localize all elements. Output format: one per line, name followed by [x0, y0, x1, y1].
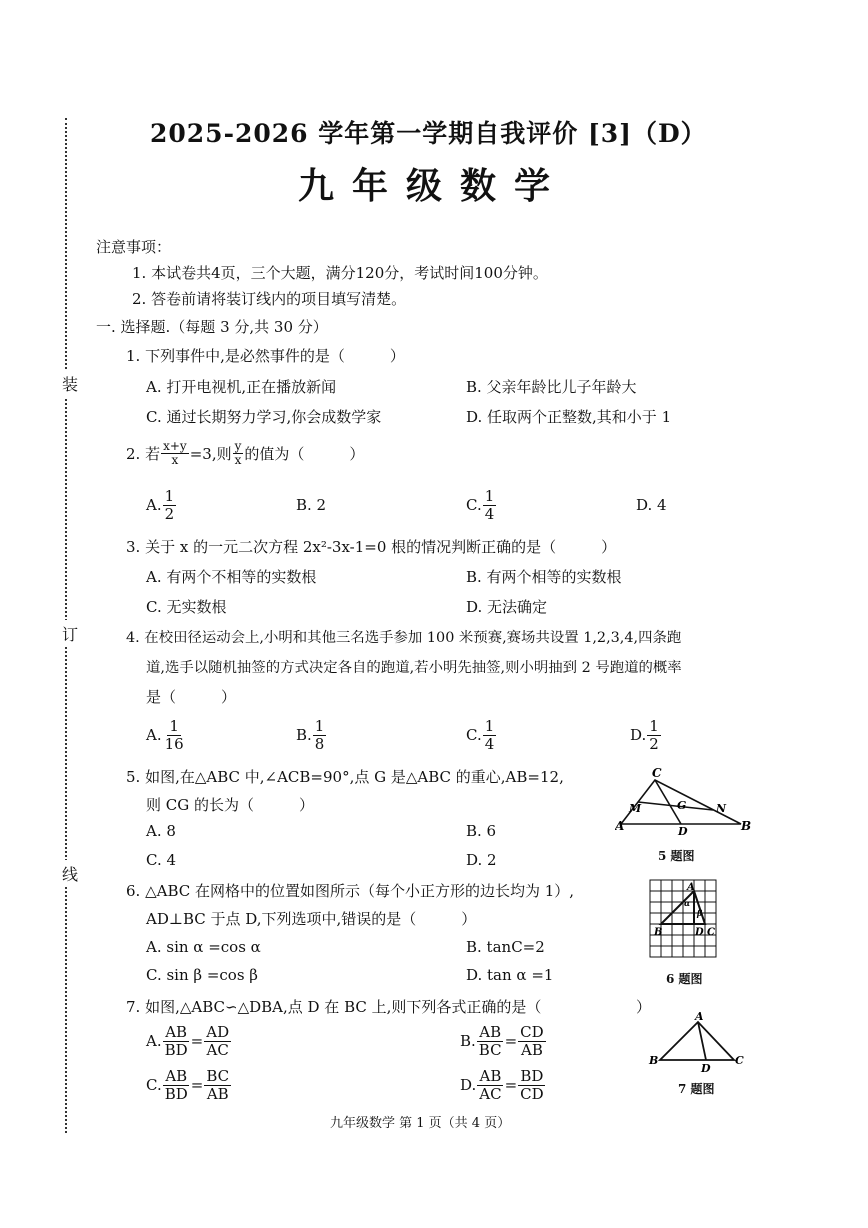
option-fraction: [163, 718, 186, 752]
question-5-line-1: 5. 如图,在△ABC 中,∠ACB=90°,点 G 是△ABC 的重心,AB=12,: [126, 768, 564, 786]
question-5-option-a: A. 8: [146, 822, 176, 840]
question-3-option-a: A. 有两个不相等的实数根: [146, 568, 317, 586]
question-7-option-b: B. $\frac{AB}{BC}$ = $\frac{CD}{AB}$: [460, 1023, 544, 1059]
frac-den: 16: [164, 734, 184, 753]
exam-title: 2025-2026 学年第一学期自我评价 [3]（D）: [150, 119, 707, 148]
frac-den: BC: [478, 1040, 502, 1059]
question-6-figure-grid: [648, 878, 720, 960]
question-2-suffix: 的值为（ ）: [244, 445, 365, 464]
frac-num: AD: [206, 1023, 230, 1041]
frac-den: CD: [520, 1084, 544, 1103]
frac-num: y: [234, 439, 242, 453]
fig5-label-b: B: [741, 819, 752, 833]
option-fraction: [483, 718, 497, 752]
fig6-label-d: D: [695, 927, 704, 938]
frac-num: AB: [479, 1067, 502, 1085]
question-4-option-a: [146, 718, 187, 752]
question-4-option-c: [466, 718, 497, 752]
option-label: C.: [466, 496, 482, 514]
fig5-label-n: N: [716, 802, 727, 815]
question-2-prefix: 2. 若: [126, 445, 161, 464]
frac-den: x: [234, 453, 242, 468]
question-6-line-1: 6. △ABC 在网格中的位置如图所示（每个小正方形的边长均为 1）,: [126, 882, 575, 900]
option-fraction-right: [518, 1024, 546, 1058]
question-4-line-3: 是（ ）: [146, 688, 237, 706]
question-6-option-d: D. tan α =1: [466, 966, 554, 984]
binding-char-xian: 线: [62, 860, 78, 887]
question-7-option-d: D. $\frac{AB}{AC}$ = $\frac{BD}{CD}$: [460, 1067, 544, 1103]
question-5-option-d: D. 2: [466, 851, 497, 869]
fig5-label-g: G: [677, 799, 687, 812]
question-5-option-b: B. 6: [466, 822, 497, 840]
question-6-option-c: C. sin β =cos β: [146, 966, 258, 984]
frac-num: 1: [164, 487, 175, 505]
question-7-figure-caption: 7 题图: [678, 1082, 715, 1096]
frac-den: 4: [484, 734, 495, 753]
option-fraction: [163, 488, 177, 522]
fig7-label-a: A: [695, 1010, 704, 1023]
fig5-label-a: A: [615, 819, 625, 833]
frac-num: 1: [169, 717, 179, 735]
question-7-stem: 7. 如图,△ABC∽△DBA,点 D 在 BC 上,则下列各式正确的是（: [126, 998, 542, 1016]
option-label: A.: [146, 1032, 162, 1050]
option-label: D.: [630, 726, 647, 744]
frac-num: 1: [314, 717, 325, 735]
frac-den: BD: [164, 1084, 188, 1103]
frac-num: 1: [484, 717, 495, 735]
frac-den: 2: [649, 734, 659, 753]
question-3-stem: 3. 关于 x 的一元二次方程 2x²-3x-1=0 根的情况判断正确的是（ ）: [126, 538, 617, 556]
question-7-option-c: C. $\frac{AB}{BD}$ = $\frac{BC}{AB}$: [146, 1067, 230, 1103]
frac-den: AC: [479, 1084, 502, 1103]
question-2-option-b: B. 2: [296, 496, 327, 514]
question-3-option-d: D. 无法确定: [466, 598, 548, 616]
fig5-label-d: D: [678, 825, 688, 836]
frac-num: BC: [206, 1067, 230, 1085]
option-fraction: [313, 718, 327, 752]
fig5-label-c: C: [652, 766, 662, 780]
fig6-label-a: A: [687, 882, 695, 893]
note-item-1: 1. 本试卷共4页，三个大题，满分120分，考试时间100分钟。: [132, 264, 548, 282]
question-2-option-c: [466, 488, 497, 522]
fig7-label-d: D: [701, 1062, 711, 1074]
question-1-stem: 1. 下列事件中,是必然事件的是（ ）: [126, 347, 405, 365]
option-label: B.: [460, 1032, 476, 1050]
question-2-option-a: [146, 488, 177, 522]
option-label: C.: [146, 1076, 162, 1094]
question-1-option-b: B. 父亲年龄比儿子年龄大: [466, 378, 637, 396]
option-fraction-left: [163, 1024, 190, 1058]
frac-den: AC: [206, 1040, 229, 1059]
frac-num: BD: [520, 1067, 544, 1085]
question-6-option-b: B. tanC=2: [466, 938, 545, 956]
option-fraction: [483, 488, 497, 522]
question-1-option-c: C. 通过长期努力学习,你会成数学家: [146, 408, 382, 426]
binding-char-ding: 订: [62, 620, 78, 647]
frac-den: 4: [484, 504, 495, 523]
frac-num: CD: [520, 1023, 544, 1041]
option-label: D.: [460, 1076, 477, 1094]
question-3-option-b: B. 有两个相等的实数根: [466, 568, 622, 586]
fig7-label-b: B: [649, 1054, 659, 1067]
notes-heading: 注意事项：: [96, 238, 172, 256]
option-fraction-right: [204, 1024, 231, 1058]
question-2-fraction-2: [233, 440, 244, 467]
fig6-label-c: C: [707, 927, 715, 938]
section-heading: 一. 选择题.（每题 3 分,共 30 分）: [96, 318, 328, 336]
option-label: A.: [146, 726, 162, 744]
option-fraction-right: [518, 1068, 546, 1102]
frac-num: AB: [165, 1023, 188, 1041]
fig5-label-m: M: [629, 802, 642, 815]
page-footer: 九年级数学 第 1 页（共 4 页）: [330, 1116, 511, 1131]
question-6-line-2: AD⊥BC 于点 D,下列选项中,错误的是（ ）: [146, 910, 477, 928]
question-7-stem-close: ）: [636, 998, 652, 1016]
question-4-line-1: 4. 在校田径运动会上,小明和其他三名选手参加 100 米预赛,赛场共设置 1,2,3,4,四条跑: [126, 630, 682, 646]
question-5-line-2: 则 CG 的长为（ ）: [146, 796, 314, 814]
option-label: B.: [296, 726, 312, 744]
fig6-label-alpha: α: [684, 898, 691, 908]
option-fraction-left: [477, 1024, 504, 1058]
question-6-option-a: A. sin α =cos α: [146, 938, 261, 956]
question-1-option-d: D. 任取两个正整数,其和小于 1: [466, 408, 672, 426]
question-6-figure-caption: 6 题图: [666, 972, 703, 986]
frac-den: AB: [206, 1084, 229, 1103]
question-7-option-a: A. $\frac{AB}{BD}$ = $\frac{AD}{AC}$: [146, 1023, 230, 1059]
question-5-figure-caption: 5 题图: [658, 849, 695, 863]
binding-char-zhuang: 装: [62, 370, 78, 397]
frac-den: 2: [164, 504, 175, 523]
question-4-line-2: 道,选手以随机抽签的方式决定各自的跑道,若小明先抽签,则小明抽到 2 号跑道的概率: [146, 660, 682, 676]
option-fraction-left: [477, 1068, 503, 1102]
question-2-mid: =3,则: [189, 445, 232, 464]
frac-den: BD: [164, 1040, 188, 1059]
frac-den: AB: [520, 1040, 543, 1059]
frac-den: 8: [314, 734, 325, 753]
frac-den: x: [171, 453, 179, 468]
question-4-option-b: [296, 718, 327, 752]
question-2-fraction-1: [161, 440, 189, 467]
fig7-label-c: C: [735, 1054, 744, 1067]
frac-num: AB: [165, 1067, 188, 1085]
option-fraction-left: [163, 1068, 190, 1102]
frac-num: 1: [649, 717, 659, 735]
question-2-stem: [126, 440, 364, 467]
question-7-figure-triangle: [646, 1010, 746, 1074]
option-fraction: [647, 718, 661, 752]
question-4-option-d: [630, 718, 662, 752]
fig6-label-beta: β: [697, 908, 703, 918]
frac-num: 1: [484, 487, 495, 505]
frac-num: x+y: [163, 439, 187, 453]
question-2-option-d: D. 4: [636, 496, 667, 514]
question-1-option-a: A. 打开电视机,正在播放新闻: [146, 378, 337, 396]
fig6-label-b: B: [654, 927, 663, 938]
option-fraction-right: [204, 1068, 231, 1102]
question-5-option-c: C. 4: [146, 851, 177, 869]
subject-title: 九年级数学: [298, 165, 569, 207]
question-5-figure-triangle: [615, 764, 755, 836]
option-label: C.: [466, 726, 482, 744]
question-3-option-c: C. 无实数根: [146, 598, 227, 616]
note-item-2: 2. 答卷前请将装订线内的项目填写清楚。: [132, 290, 407, 308]
frac-num: AB: [479, 1023, 502, 1041]
option-label: A.: [146, 496, 162, 514]
